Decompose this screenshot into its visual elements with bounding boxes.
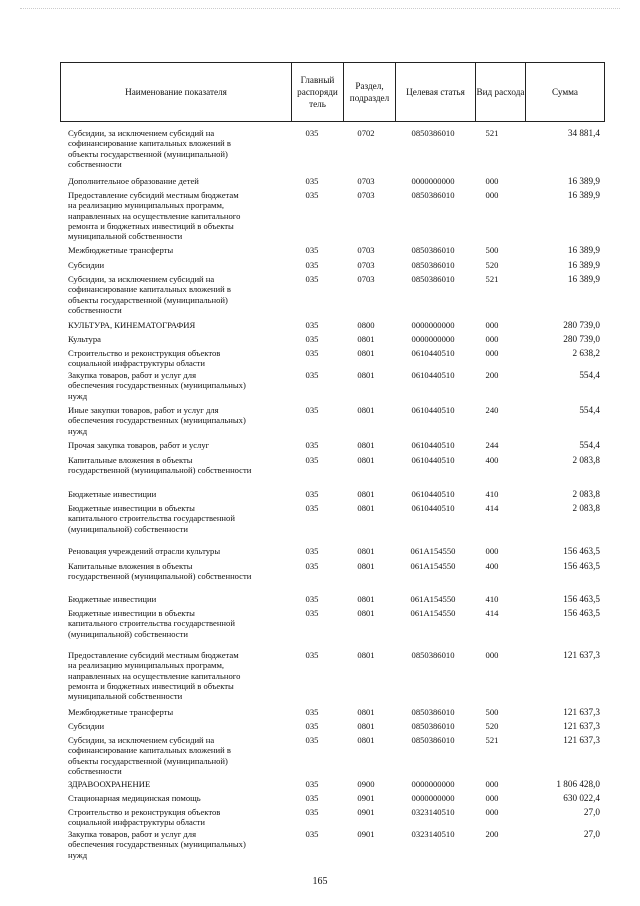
row-cel: 0000000000 xyxy=(411,176,455,186)
row-razd: 0801 xyxy=(357,440,375,450)
row-vid: 200 xyxy=(485,829,499,839)
row-vid: 410 xyxy=(485,489,499,499)
row-cel: 0850386010 xyxy=(411,260,455,270)
row-cel: 0000000000 xyxy=(411,793,455,803)
row-name: Капитальные вложения в объекты государственной (муниципальной) собственности xyxy=(68,561,252,582)
row-cel: 0850386010 xyxy=(411,735,455,745)
row-vid: 244 xyxy=(485,440,499,450)
row-glav: 035 xyxy=(305,721,319,731)
row-razd: 0801 xyxy=(357,405,375,415)
row-sum: 156 463,5 xyxy=(563,561,600,571)
row-glav: 035 xyxy=(305,320,319,330)
row-razd: 0801 xyxy=(357,608,375,618)
row-name: Строительство и реконструкция объектов социальной инфраструктуры области xyxy=(68,807,221,828)
row-sum: 156 463,5 xyxy=(563,608,600,618)
row-razd: 0801 xyxy=(357,707,375,717)
row-razd: 0901 xyxy=(357,793,375,803)
row-cel: 0610440510 xyxy=(411,455,455,465)
row-vid: 000 xyxy=(485,779,499,789)
row-razd: 0703 xyxy=(357,260,375,270)
row-cel: 061А154550 xyxy=(410,546,456,556)
row-razd: 0703 xyxy=(357,274,375,284)
row-sum: 554,4 xyxy=(579,440,600,450)
row-vid: 521 xyxy=(485,274,499,284)
row-sum: 1 806 428,0 xyxy=(556,779,600,789)
row-vid: 500 xyxy=(485,707,499,717)
row-razd: 0801 xyxy=(357,489,375,499)
row-name: Иные закупки товаров, работ и услуг для обеспечения государственных (муниципальных) нужд xyxy=(68,405,246,436)
row-cel: 061А154550 xyxy=(410,594,456,604)
row-razd: 0801 xyxy=(357,370,375,380)
row-sum: 156 463,5 xyxy=(563,594,600,604)
row-vid: 000 xyxy=(485,650,499,660)
row-glav: 035 xyxy=(305,503,319,513)
row-glav: 035 xyxy=(305,779,319,789)
row-glav: 035 xyxy=(305,245,319,255)
row-vid: 500 xyxy=(485,245,499,255)
row-glav: 035 xyxy=(305,190,319,200)
row-vid: 410 xyxy=(485,594,499,604)
row-vid: 400 xyxy=(485,455,499,465)
row-sum: 16 389,9 xyxy=(567,176,600,186)
row-cel: 061А154550 xyxy=(410,608,456,618)
row-cel: 0000000000 xyxy=(411,320,455,330)
row-name: Предоставление субсидий местным бюджетам на реализацию муниципальных программ, направленных на осуществление капитального ремонта и бюджетных инвестиций в объекты муниципальной собственности xyxy=(68,650,241,702)
row-glav: 035 xyxy=(305,735,319,745)
row-sum: 2 083,8 xyxy=(572,455,600,465)
row-name: Предоставление субсидий местным бюджетам на реализацию муниципальных программ, направленных на осуществление капитального ремонта и бюджетных инвестиций в объекты муниципальной собственности xyxy=(68,190,241,242)
row-glav: 035 xyxy=(305,455,319,465)
row-name: Субсидии xyxy=(68,260,105,270)
row-cel: 0323140510 xyxy=(411,807,455,817)
row-sum: 34 881,4 xyxy=(567,128,600,138)
row-sum: 121 637,3 xyxy=(563,707,600,717)
row-glav: 035 xyxy=(305,128,319,138)
row-sum: 121 637,3 xyxy=(563,735,600,745)
row-sum: 2 083,8 xyxy=(572,489,600,499)
row-glav: 035 xyxy=(305,807,319,817)
row-glav: 035 xyxy=(305,440,319,450)
row-name: Бюджетные инвестиции xyxy=(68,594,157,604)
row-vid: 414 xyxy=(485,503,499,513)
row-sum: 121 637,3 xyxy=(563,721,600,731)
row-razd: 0901 xyxy=(357,807,375,817)
row-name: Закупка товаров, работ и услуг для обеспечения государственных (муниципальных) нужд xyxy=(68,370,246,401)
row-razd: 0703 xyxy=(357,245,375,255)
row-cel: 0610440510 xyxy=(411,348,455,358)
row-sum: 554,4 xyxy=(579,370,600,380)
row-glav: 035 xyxy=(305,370,319,380)
row-razd: 0801 xyxy=(357,546,375,556)
row-cel: 0610440510 xyxy=(411,440,455,450)
header-cel: Целевая статья xyxy=(395,63,475,121)
row-sum: 280 739,0 xyxy=(563,334,600,344)
row-cel: 0323140510 xyxy=(411,829,455,839)
row-cel: 0850386010 xyxy=(411,650,455,660)
row-name: Дополнительное образование детей xyxy=(68,176,199,186)
row-name: Стационарная медицинская помощь xyxy=(68,793,201,803)
row-razd: 0703 xyxy=(357,176,375,186)
row-sum: 121 637,3 xyxy=(563,650,600,660)
row-cel: 0610440510 xyxy=(411,370,455,380)
row-razd: 0801 xyxy=(357,334,375,344)
row-name: Бюджетные инвестиции в объекты капитального строительства государственной (муниципальной) собственности xyxy=(68,608,235,639)
row-vid: 000 xyxy=(485,546,499,556)
row-razd: 0801 xyxy=(357,455,375,465)
row-glav: 035 xyxy=(305,348,319,358)
row-razd: 0800 xyxy=(357,320,375,330)
row-cel: 0850386010 xyxy=(411,721,455,731)
row-name: Прочая закупка товаров, работ и услуг xyxy=(68,440,210,450)
header-glav: Главный распоряди тель xyxy=(291,63,343,121)
row-name: Межбюджетные трансферты xyxy=(68,245,174,255)
row-name: Бюджетные инвестиции в объекты капитального строительства государственной (муниципальной) собственности xyxy=(68,503,235,534)
row-cel: 0000000000 xyxy=(411,334,455,344)
row-vid: 521 xyxy=(485,128,499,138)
row-razd: 0801 xyxy=(357,721,375,731)
row-sum: 16 389,9 xyxy=(567,245,600,255)
row-sum: 16 389,9 xyxy=(567,274,600,284)
row-razd: 0901 xyxy=(357,829,375,839)
row-glav: 035 xyxy=(305,829,319,839)
row-razd: 0801 xyxy=(357,735,375,745)
row-cel: 0850386010 xyxy=(411,128,455,138)
row-glav: 035 xyxy=(305,608,319,618)
row-sum: 27,0 xyxy=(583,829,600,839)
row-name: КУЛЬТУРА, КИНЕМАТОГРАФИЯ xyxy=(68,320,196,330)
row-sum: 16 389,9 xyxy=(567,260,600,270)
row-name: ЗДРАВООХРАНЕНИЕ xyxy=(68,779,151,789)
row-glav: 035 xyxy=(305,546,319,556)
row-cel: 061А154550 xyxy=(410,561,456,571)
row-cel: 0850386010 xyxy=(411,707,455,717)
row-glav: 035 xyxy=(305,707,319,717)
row-name: Культура xyxy=(68,334,101,344)
row-cel: 0000000000 xyxy=(411,779,455,789)
row-glav: 035 xyxy=(305,561,319,571)
page-number: 165 xyxy=(312,876,328,887)
row-vid: 000 xyxy=(485,190,499,200)
row-glav: 035 xyxy=(305,274,319,284)
row-sum: 156 463,5 xyxy=(563,546,600,556)
header-name: Наименование показателя xyxy=(125,87,227,97)
row-name: Бюджетные инвестиции xyxy=(68,489,157,499)
row-glav: 035 xyxy=(305,650,319,660)
row-vid: 000 xyxy=(485,320,499,330)
row-sum: 630 022,4 xyxy=(563,793,600,803)
row-sum: 280 739,0 xyxy=(563,320,600,330)
header-razd: Раздел, подраздел xyxy=(343,63,395,121)
row-cel: 0610440510 xyxy=(411,405,455,415)
row-vid: 000 xyxy=(485,807,499,817)
row-glav: 035 xyxy=(305,176,319,186)
row-glav: 035 xyxy=(305,334,319,344)
row-cel: 0610440510 xyxy=(411,503,455,513)
row-sum: 2 083,8 xyxy=(572,503,600,513)
row-cel: 0610440510 xyxy=(411,489,455,499)
row-vid: 520 xyxy=(485,260,499,270)
row-vid: 000 xyxy=(485,176,499,186)
row-razd: 0702 xyxy=(357,128,375,138)
row-vid: 000 xyxy=(485,334,499,344)
row-name: Субсидии, за исключением субсидий на софинансирование капитальных вложений в объекты государственной (муниципальной) собственности xyxy=(68,735,231,776)
row-razd: 0801 xyxy=(357,594,375,604)
row-glav: 035 xyxy=(305,405,319,415)
row-razd: 0900 xyxy=(357,779,375,789)
row-cel: 0850386010 xyxy=(411,245,455,255)
row-name: Капитальные вложения в объекты государственной (муниципальной) собственности xyxy=(68,455,252,476)
row-vid: 200 xyxy=(485,370,499,380)
header-vid: Вид расхода xyxy=(475,63,525,121)
row-sum: 16 389,9 xyxy=(567,190,600,200)
row-name: Субсидии, за исключением субсидий на софинансирование капитальных вложений в объекты государственной (муниципальной) собственности xyxy=(68,128,231,169)
header-sum: Сумма xyxy=(525,63,604,121)
row-cel: 0850386010 xyxy=(411,274,455,284)
row-glav: 035 xyxy=(305,594,319,604)
row-glav: 035 xyxy=(305,260,319,270)
row-vid: 240 xyxy=(485,405,499,415)
row-vid: 000 xyxy=(485,793,499,803)
row-sum: 554,4 xyxy=(579,405,600,415)
row-razd: 0801 xyxy=(357,348,375,358)
row-vid: 520 xyxy=(485,721,499,731)
row-sum: 27,0 xyxy=(583,807,600,817)
row-vid: 414 xyxy=(485,608,499,618)
row-sum: 2 638,2 xyxy=(572,348,600,358)
row-name: Субсидии xyxy=(68,721,105,731)
row-cel: 0850386010 xyxy=(411,190,455,200)
row-razd: 0801 xyxy=(357,650,375,660)
row-name: Закупка товаров, работ и услуг для обеспечения государственных (муниципальных) нужд xyxy=(68,829,246,860)
row-glav: 035 xyxy=(305,793,319,803)
row-vid: 521 xyxy=(485,735,499,745)
row-vid: 000 xyxy=(485,348,499,358)
row-name: Межбюджетные трансферты xyxy=(68,707,174,717)
row-razd: 0801 xyxy=(357,561,375,571)
row-name: Субсидии, за исключением субсидий на софинансирование капитальных вложений в объекты государственной (муниципальной) собственности xyxy=(68,274,231,315)
row-vid: 400 xyxy=(485,561,499,571)
row-name: Реновация учреждений отрасли культуры xyxy=(68,546,221,556)
row-glav: 035 xyxy=(305,489,319,499)
row-razd: 0801 xyxy=(357,503,375,513)
row-razd: 0703 xyxy=(357,190,375,200)
row-name: Строительство и реконструкция объектов социальной инфраструктуры области xyxy=(68,348,221,369)
